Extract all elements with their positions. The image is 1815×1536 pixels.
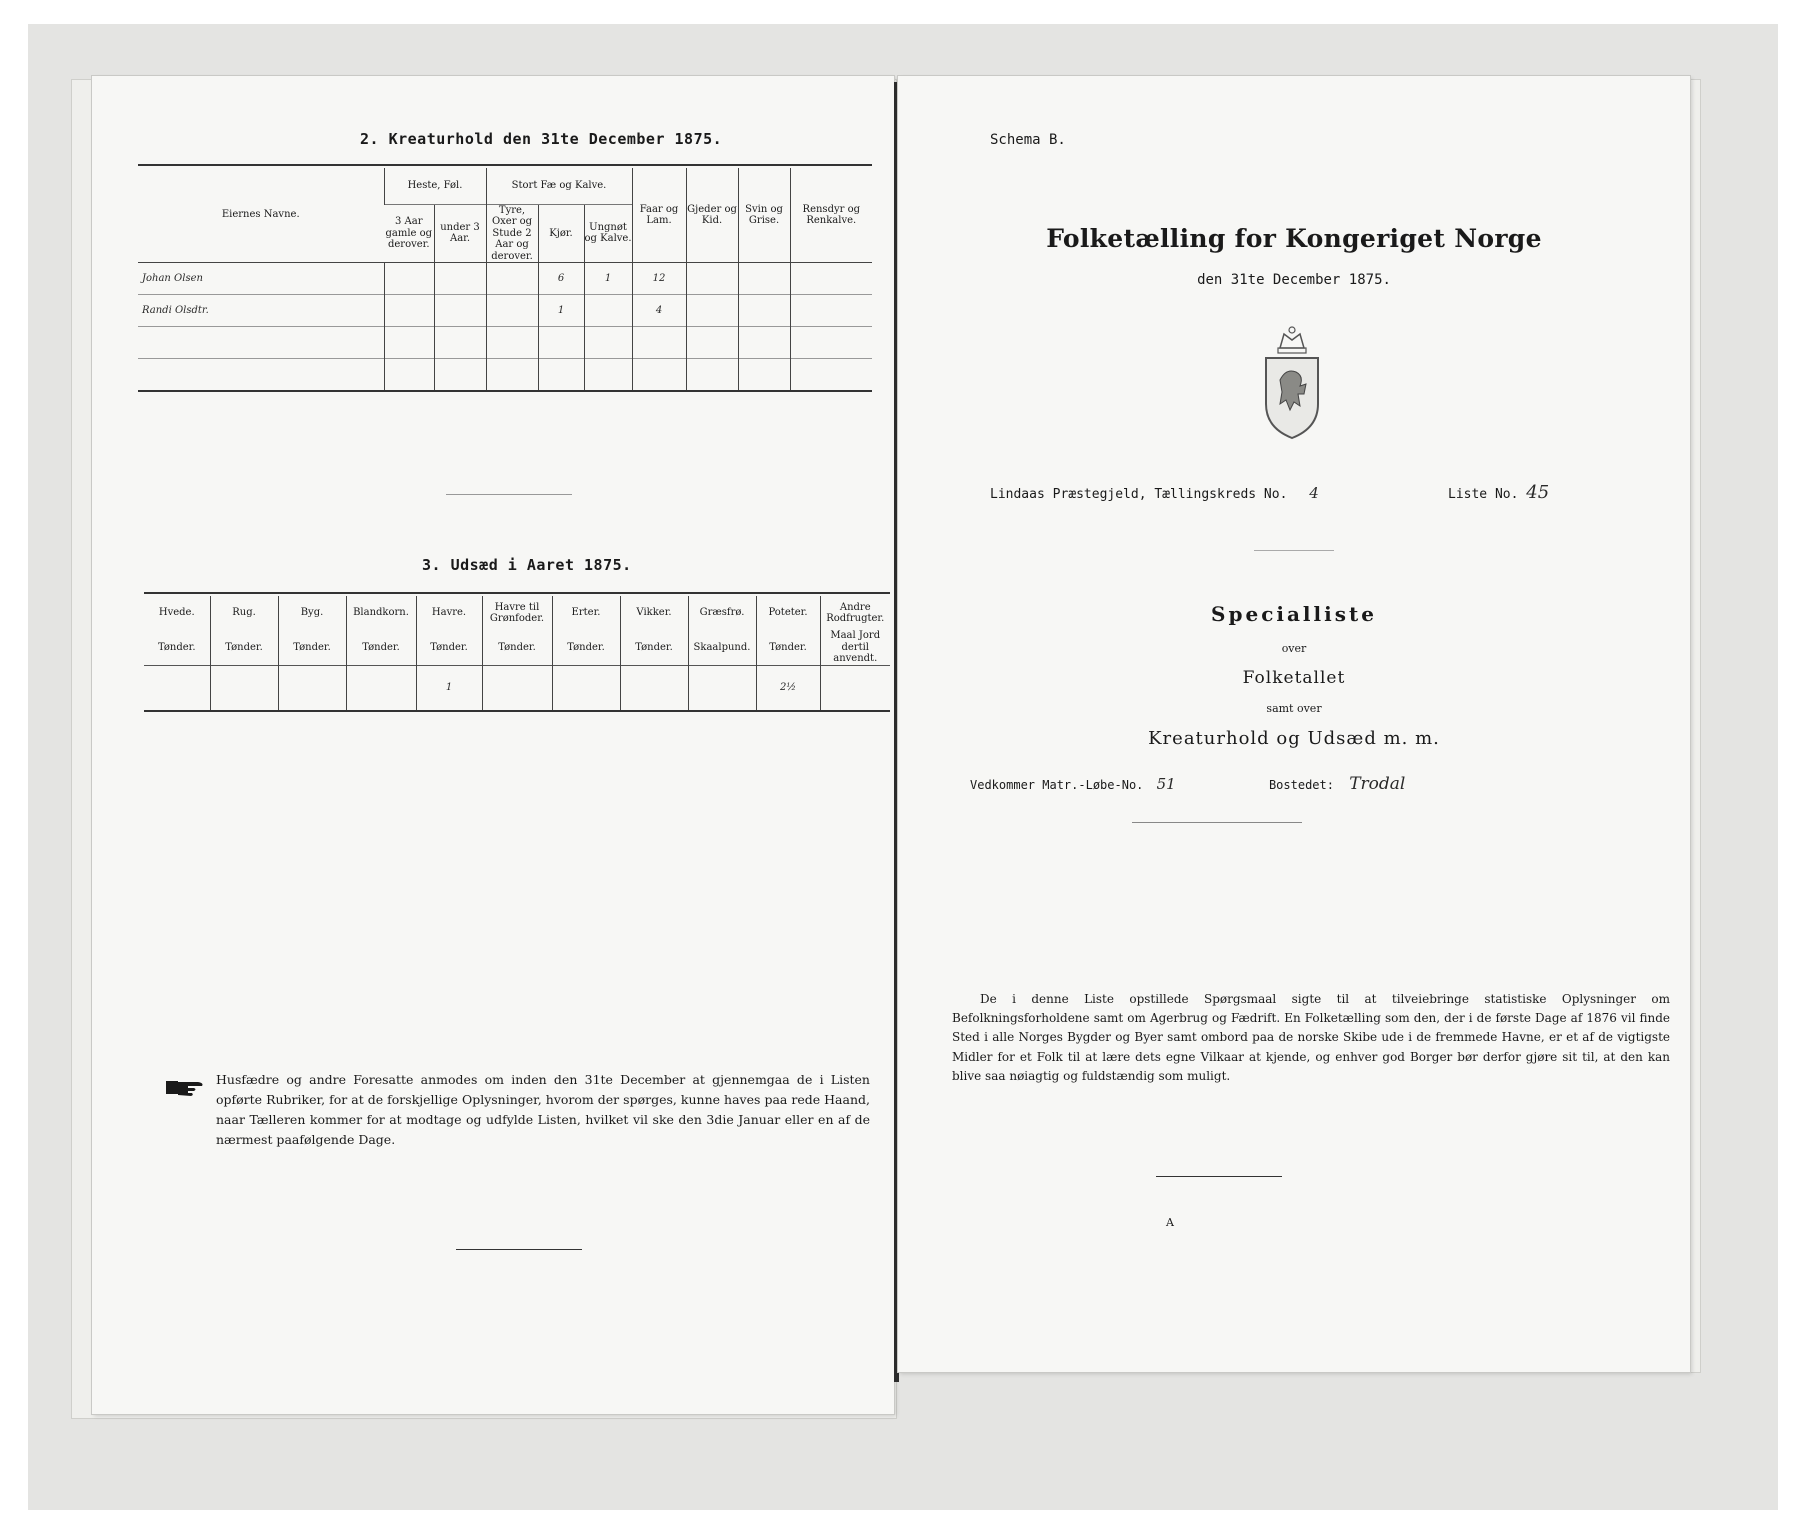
col-horses-a: 3 Aar gamle og derover. [384, 204, 434, 263]
udsaed-value [346, 665, 416, 711]
matr-line [970, 774, 1670, 794]
kjor-1: 6 [538, 263, 584, 295]
kreds-number: 4 [1309, 484, 1319, 502]
udsaed-value [620, 665, 688, 711]
right-page [898, 76, 1690, 1372]
udsaed-col-head: Rug. [210, 596, 278, 630]
col-owner-head: Eiernes Navne. [221, 209, 300, 221]
table-row [138, 327, 872, 359]
udsaed-col-head: Græsfrø. [688, 596, 756, 630]
udsaed-value: 2½ [756, 665, 820, 711]
udsaed-col-unit: Skaalpund. [688, 630, 756, 665]
short-rule [1254, 550, 1334, 551]
udsaed-title: 3. Udsæd i Aaret 1875. [422, 556, 632, 574]
udsaed-head-row [144, 596, 890, 630]
owner-name-1: Johan Olsen [142, 272, 203, 284]
udsaed-value: 1 [416, 665, 482, 711]
udsaed-col-head: Havre til Grønfoder. [482, 596, 552, 630]
table-row [138, 359, 872, 391]
table-row [138, 263, 872, 295]
col-sheep-head: Faar og Lam. [632, 168, 686, 263]
col-horses-head: Heste, Føl. [384, 168, 486, 204]
kjor-2: 1 [538, 295, 584, 327]
col-horses-b: under 3 Aar. [434, 204, 486, 263]
udsaed-col-unit: Tønder. [620, 630, 688, 665]
parish-line [990, 484, 1319, 502]
separator-rule [446, 494, 572, 495]
udsaed-col-unit: Tønder. [416, 630, 482, 665]
udsaed-col-unit: Tønder. [346, 630, 416, 665]
udsaed-col-unit: Tønder. [482, 630, 552, 665]
liste-line [1448, 482, 1549, 503]
ungnot-2 [584, 295, 632, 327]
udsaed-col-head: Poteter. [756, 596, 820, 630]
bosted-value: Trodal [1349, 774, 1406, 794]
udsaed-col-unit: Maal Jord dertil anvendt. [820, 630, 890, 665]
folketallet-heading: Folketallet [1242, 668, 1346, 688]
kreaturhold-heading: Kreaturhold og Udsæd m. m. [1148, 728, 1440, 749]
kreaturhold-title: 2. Kreaturhold den 31te December 1875. [360, 130, 723, 148]
udsaed-value [688, 665, 756, 711]
udsaed-value [552, 665, 620, 711]
liste-label: Liste No. [1448, 487, 1519, 502]
notice-text: Husfædre og andre Foresatte anmodes om inden den 31te December at gjennemgaa de i Listen opførte Rubriker, for at de forskjellige Oplysninger, hvorom der spørges, kunne haves paa rede Haand, naar Tælleren kommer for at modtage og udfylde Listen, hvilket vil ske den 3die Januar eller en af de nærmest paafølgende Dage. [216, 1072, 870, 1147]
table-top-rule [138, 164, 872, 166]
udsaed-col-head: Andre Rodfrugter. [820, 596, 890, 630]
kreaturhold-table [138, 168, 872, 392]
udsaed-col-head: Havre. [416, 596, 482, 630]
udsaed-col-head: Byg. [278, 596, 346, 630]
udsaed-col-unit: Tønder. [756, 630, 820, 665]
footer-mark: A [1166, 1216, 1174, 1229]
samt-over-text: samt over [1266, 702, 1322, 715]
udsaed-value [482, 665, 552, 711]
col-goats-head: Gjeder og Kid. [686, 168, 738, 263]
matr-number: 51 [1156, 775, 1176, 793]
bottom-rule [456, 1249, 582, 1250]
table-row [138, 295, 872, 327]
liste-number: 45 [1526, 482, 1550, 503]
udsaed-value [278, 665, 346, 711]
census-date: den 31te December 1875. [1197, 272, 1391, 288]
matr-label: Vedkommer Matr.-Løbe-No. [970, 778, 1144, 792]
bosted-label: Bostedet: [1268, 778, 1334, 792]
col-cattle-a: Tyre, Oxer og Stude 2 Aar og derover. [486, 204, 538, 263]
udsaed-col-head: Vikker. [620, 596, 688, 630]
udsaed-unit-row [144, 630, 890, 665]
parish-label: Lindaas Præstegjeld, Tællingskreds No. [990, 487, 1288, 502]
page-title: Folketælling for Kongeriget Norge [1046, 224, 1542, 253]
faar-1: 12 [632, 263, 686, 295]
specialliste-heading: Specialliste [1211, 602, 1377, 626]
udsaed-value [820, 665, 890, 711]
udsaed-value [144, 665, 210, 711]
pointing-hand-icon [164, 1076, 206, 1098]
udsaed-value-row [144, 665, 890, 711]
owner-name-2: Randi Olsdtr. [142, 304, 209, 316]
col-reindeer-head: Rensdyr og Renkalve. [790, 168, 872, 263]
udsaed-col-unit: Tønder. [157, 641, 196, 653]
ungnot-1: 1 [584, 263, 632, 295]
udsaed-col-unit: Tønder. [552, 630, 620, 665]
coat-of-arms-emblem [1260, 324, 1324, 442]
udsaed-col-head: Hvede. [158, 607, 195, 619]
udsaed-col-head: Blandkorn. [346, 596, 416, 630]
udsaed-col-unit: Tønder. [278, 630, 346, 665]
udsaed-col-unit: Tønder. [210, 630, 278, 665]
udsaed-top-rule [144, 592, 890, 594]
col-pigs-head: Svin og Grise. [738, 168, 790, 263]
udsaed-col-head: Erter. [552, 596, 620, 630]
udsaed-value [210, 665, 278, 711]
faar-2: 4 [632, 295, 686, 327]
schema-label: Schema B. [990, 132, 1066, 148]
col-cattle-b: Kjør. [538, 204, 584, 263]
udsaed-table [144, 596, 890, 712]
bottom-rule-right [1156, 1176, 1282, 1177]
col-cattle-head: Stort Fæ og Kalve. [486, 168, 632, 204]
explanation-text: De i denne Liste opstillede Spørgsmaal sigte til at tilveiebringe statistiske Oplysninger om Befolkningsforholdene samt om Agerbrug og Fædrift. En Folketælling som den, der i de første Dage af 1876 vil finde Sted i alle Norges Bygder og Byer samt ombord paa de norske Skibe ude i de fremmede Havne, er et af de vigtigste Midler for et Folk til at lære dets egne Vilkaar at kjende, og enhver god Borger bør derfor gjøre sit til, at den kan blive saa nøiagtig og fuldstændig som muligt. [952, 992, 1670, 1083]
left-page [92, 76, 894, 1414]
mid-rule [1132, 822, 1302, 823]
col-cattle-c: Ungnøt og Kalve. [584, 204, 632, 263]
over-text: over [1281, 642, 1307, 655]
